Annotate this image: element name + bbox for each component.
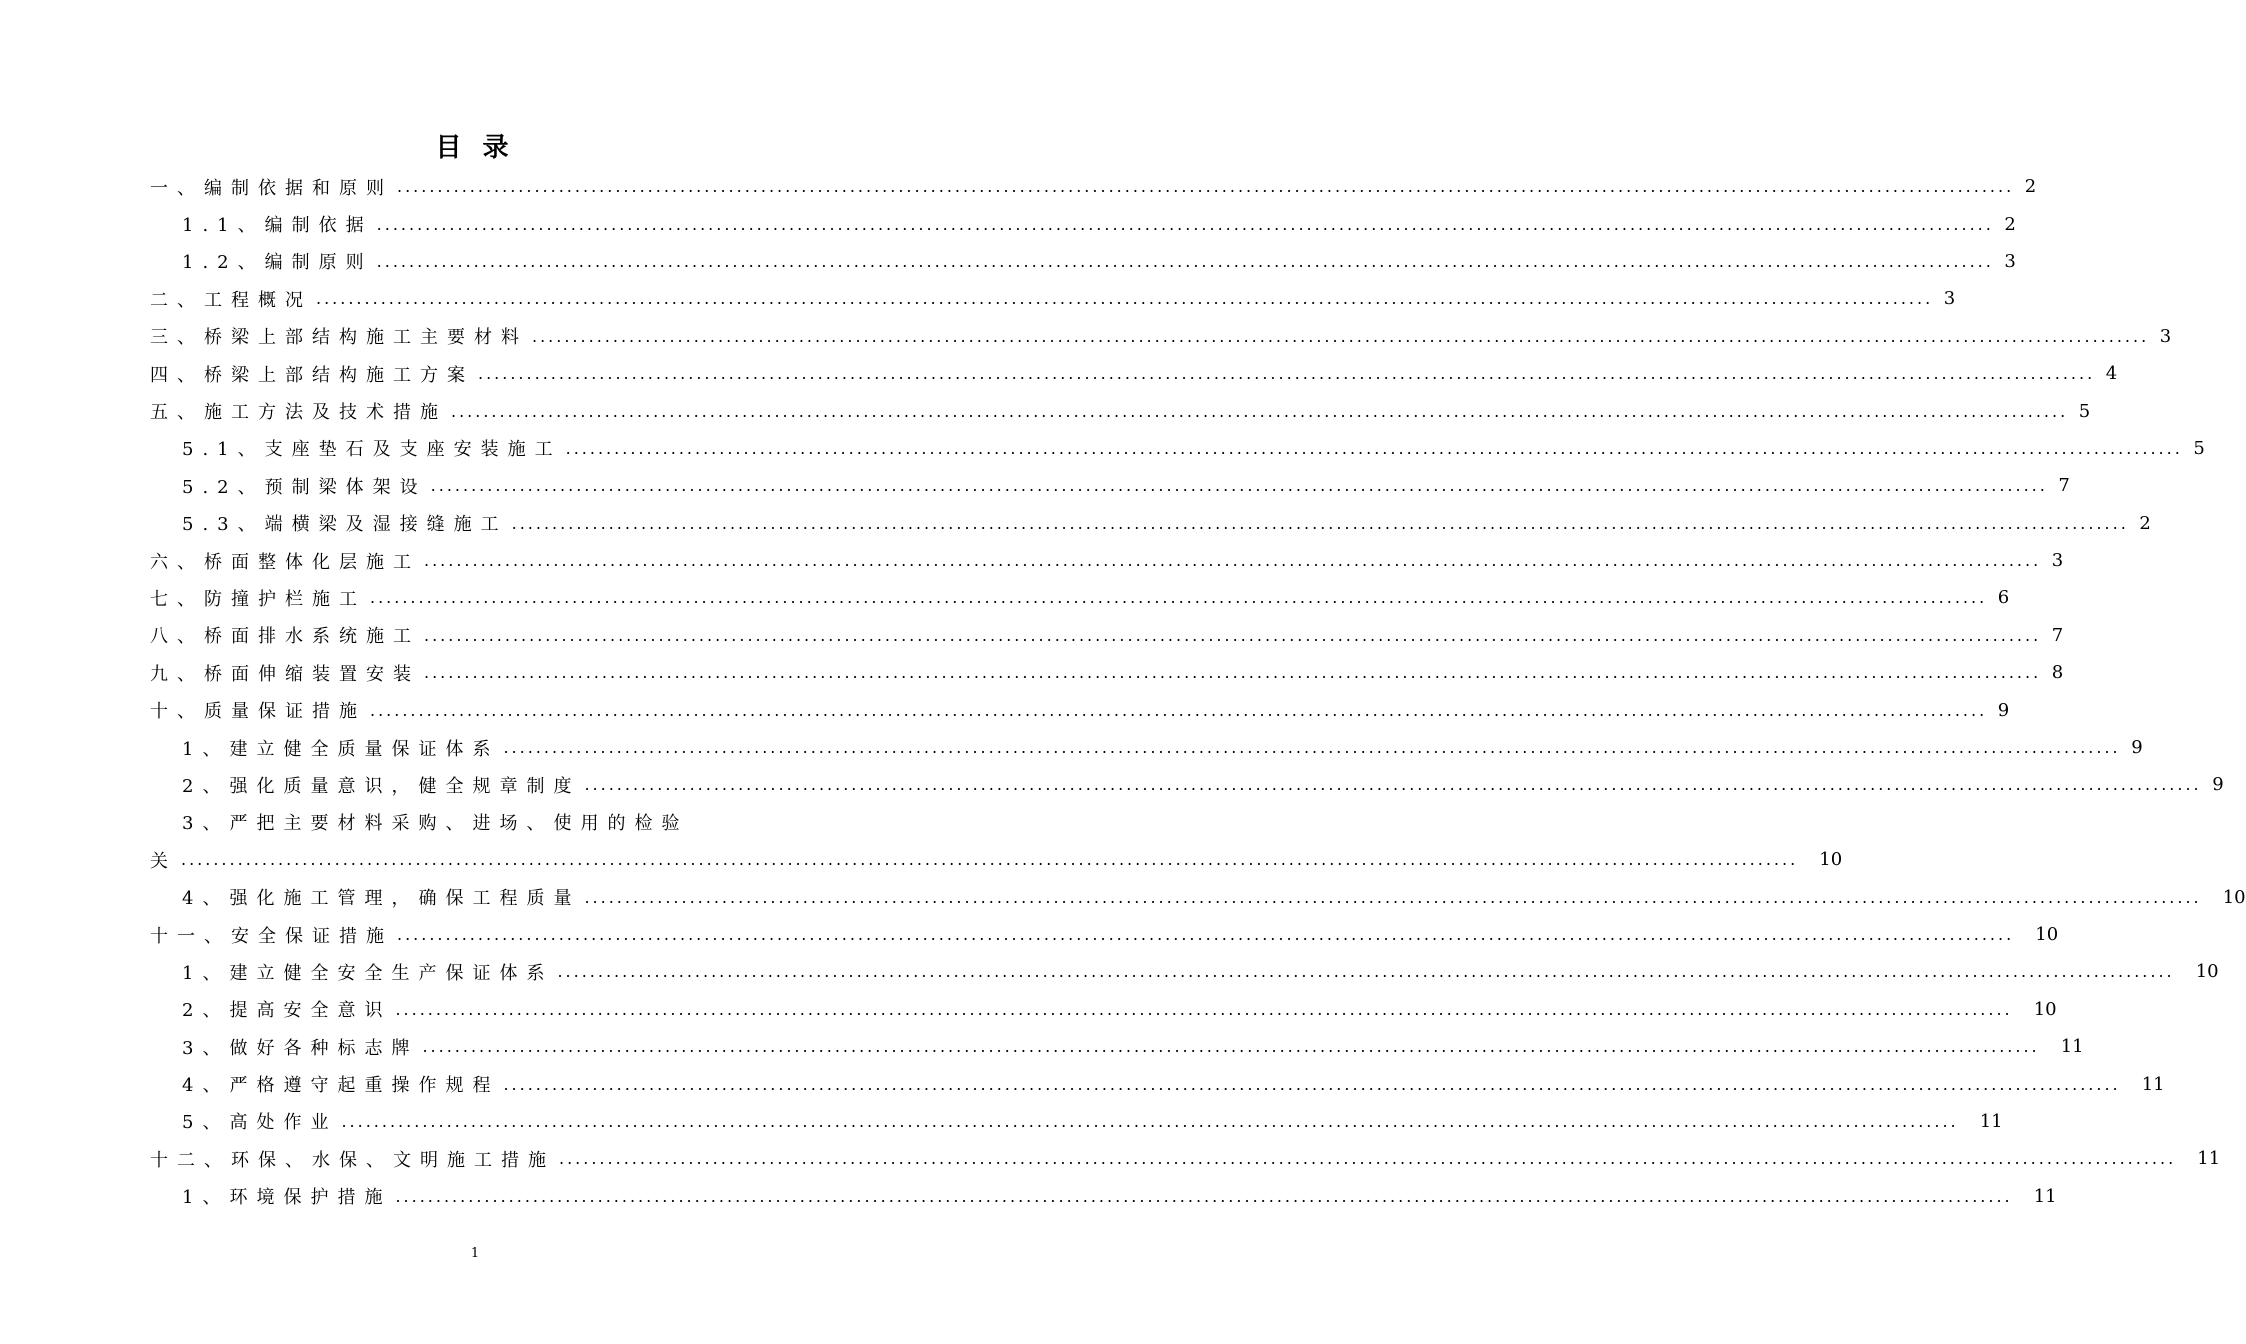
toc-leader-dots: ........................................................................................................................................................................................................ xyxy=(584,775,2202,795)
toc-entry-page-number: 8 xyxy=(2051,662,2064,684)
toc-entry-label: 3、严把主要材料采购、进场、使用的检验 xyxy=(182,813,689,835)
toc-entry-label: 十一、安全保证措施 xyxy=(150,925,393,947)
toc-entry-page-number: 5 xyxy=(2078,400,2091,422)
toc-entry-label: 一、编制依据和原则 xyxy=(150,177,393,199)
toc-leader-dots: ........................................................................................................................................................................................................ xyxy=(503,738,2121,758)
toc-entry-page-number: 3 xyxy=(2004,250,2016,272)
toc-entry-label: 5、高处作业 xyxy=(182,1112,338,1134)
toc-leader-dots: ........................................................................................................................................................................................................ xyxy=(478,364,2096,384)
toc-entry-label: 1、建立健全质量保证体系 xyxy=(182,738,500,760)
toc-leader-dots: ........................................................................................................................................................................................................ xyxy=(451,401,2069,421)
toc-leader-dots: ........................................................................................................................................................................................................ xyxy=(376,251,1994,271)
toc-entry xyxy=(150,1103,2003,1140)
toc-leader-dots: ........................................................................................................................................................................................................ xyxy=(316,289,1934,309)
toc-entry xyxy=(150,318,2172,355)
toc-entry-label: 1、环境保护措施 xyxy=(182,1187,392,1209)
toc-leader-dots: ........................................................................................................................................................................................................ xyxy=(370,588,1988,608)
toc-leader-dots: ........................................................................................................................................................................................................ xyxy=(341,1111,1959,1131)
toc-entry xyxy=(150,1065,2165,1102)
toc-leader-dots: ........................................................................................................................................................................................................ xyxy=(181,850,1799,870)
toc-entry-page-number: 10 xyxy=(2195,961,2219,983)
toc-entry-label: 六、桥面整体化层施工 xyxy=(150,551,420,573)
toc-entry-page-number: 4 xyxy=(2105,363,2118,385)
page-number-footer: 1 xyxy=(470,1246,480,1261)
toc-entry-label: 十二、环保、水保、文明施工措施 xyxy=(150,1149,555,1171)
toc-leader-dots: ........................................................................................................................................................................................................ xyxy=(511,513,2129,533)
toc-leader-dots: ........................................................................................................................................................................................................ xyxy=(397,177,2015,197)
table-of-contents xyxy=(150,168,2246,1215)
toc-entry xyxy=(150,991,2057,1028)
toc-leader-dots: ........................................................................................................................................................................................................ xyxy=(424,663,2042,683)
toc-entry-label: 4、严格遵守起重操作规程 xyxy=(182,1075,500,1097)
toc-entry-label: 3、做好各种标志牌 xyxy=(182,1037,419,1059)
toc-leader-dots: ........................................................................................................................................................................................................ xyxy=(397,925,2015,944)
toc-entry-page-number: 10 xyxy=(2035,924,2059,945)
toc-entry-label: 5.1、支座垫石及支座安装施工 xyxy=(182,439,562,461)
toc-entry xyxy=(150,392,2091,429)
toc-entry-page-number: 11 xyxy=(2141,1073,2165,1095)
toc-entry-label: 1.1、编制依据 xyxy=(182,215,373,237)
toc-entry xyxy=(150,691,2010,728)
toc-entry-label: 四、桥梁上部结构施工方案 xyxy=(150,364,474,386)
toc-leader-dots: ........................................................................................................................................................................................................ xyxy=(584,887,2202,907)
toc-entry-label: 九、桥面伸缩装置安装 xyxy=(150,663,420,685)
toc-entry-page-number: 10 xyxy=(1819,849,1843,871)
toc-entry-page-number: 6 xyxy=(1997,587,2010,609)
toc-entry-page-number: 11 xyxy=(2060,1036,2084,1058)
toc-leader-dots: ........................................................................................................................................................................................................ xyxy=(557,962,2175,982)
toc-leader-dots: ........................................................................................................................................................................................................ xyxy=(532,326,2150,346)
toc-entry-page-number: 2 xyxy=(2024,176,2037,198)
toc-entry xyxy=(150,542,2064,579)
toc-entry xyxy=(150,1178,2057,1215)
toc-leader-dots: ........................................................................................................................................................................................................ xyxy=(559,1149,2177,1169)
toc-entry xyxy=(150,467,2070,504)
toc-entry xyxy=(150,953,2219,990)
toc-entry-label: 二、工程概况 xyxy=(150,289,312,311)
toc-entry-page-number: 3 xyxy=(2159,325,2172,347)
toc-entry-page-number: 10 xyxy=(2033,998,2057,1020)
toc-leader-dots: ........................................................................................................................................................................................................ xyxy=(430,476,2048,496)
toc-leader-dots: ........................................................................................................................................................................................................ xyxy=(395,999,2013,1019)
toc-entry xyxy=(150,766,2224,803)
toc-entry-label: 十、质量保证措施 xyxy=(150,701,366,723)
toc-entry-page-number: 3 xyxy=(1943,288,1956,310)
toc-leader-dots: ........................................................................................................................................................................................................ xyxy=(370,700,1988,720)
toc-leader-dots: ........................................................................................................................................................................................................ xyxy=(424,551,2042,571)
toc-entry-label: 八、桥面排水系统施工 xyxy=(150,626,420,648)
toc-entry-page-number: 2 xyxy=(2139,512,2151,534)
toc-leader-dots: ........................................................................................................................................................................................................ xyxy=(395,1186,2013,1206)
toc-entry-page-number: 5 xyxy=(2193,437,2205,459)
toc-leader-dots: ........................................................................................................................................................................................................ xyxy=(565,438,2183,458)
toc-entry xyxy=(150,617,2064,654)
page-title: 目 录 xyxy=(435,133,515,163)
toc-entry-label: 关 xyxy=(150,850,177,872)
toc-leader-dots: ........................................................................................................................................................................................................ xyxy=(503,1074,2121,1094)
toc-entry xyxy=(150,729,2143,766)
toc-entry-label: 三、桥梁上部结构施工主要材料 xyxy=(150,327,528,349)
toc-entry-label: 五、施工方法及技术措施 xyxy=(150,402,447,424)
toc-entry-label: 1.2、编制原则 xyxy=(182,252,373,274)
toc-entry xyxy=(150,168,2037,205)
toc-entry-page-number: 9 xyxy=(1997,699,2010,721)
toc-leader-dots: ........................................................................................................................................................................................................ xyxy=(424,625,2042,645)
toc-entry-label: 2、强化质量意识，健全规章制度 xyxy=(182,775,581,797)
toc-entry xyxy=(150,205,2016,242)
toc-entry-label: 1、建立健全安全生产保证体系 xyxy=(182,962,554,984)
toc-entry xyxy=(150,654,2064,691)
toc-entry-page-number: 2 xyxy=(2004,213,2016,235)
toc-entry xyxy=(150,804,800,841)
toc-entry-label: 4、强化施工管理，确保工程质量 xyxy=(182,888,581,910)
toc-entry-page-number: 3 xyxy=(2051,550,2064,572)
toc-entry xyxy=(150,505,2151,542)
toc-entry xyxy=(150,878,2246,915)
toc-entry xyxy=(150,355,2118,392)
toc-entry xyxy=(150,280,1956,317)
toc-entry-page-number: 9 xyxy=(2212,774,2224,796)
toc-entry-page-number: 7 xyxy=(2058,475,2070,497)
toc-entry-page-number: 11 xyxy=(1979,1110,2003,1132)
toc-leader-dots: ........................................................................................................................................................................................................ xyxy=(422,1037,2040,1057)
toc-entry-page-number: 7 xyxy=(2051,624,2064,646)
toc-entry xyxy=(150,430,2205,467)
toc-entry-label: 2、提高安全意识 xyxy=(182,1000,392,1022)
toc-entry-page-number: 10 xyxy=(2222,886,2246,908)
toc-entry-label: 七、防撞护栏施工 xyxy=(150,588,366,610)
toc-entry xyxy=(150,1140,2221,1177)
toc-leader-dots: ........................................................................................................................................................................................................ xyxy=(376,214,1994,234)
toc-entry xyxy=(150,841,1843,878)
toc-entry-page-number: 9 xyxy=(2131,737,2143,759)
toc-entry-label: 5.3、端横梁及湿接缝施工 xyxy=(182,514,508,536)
toc-entry xyxy=(150,243,2016,280)
toc-entry-page-number: 11 xyxy=(2197,1148,2221,1170)
toc-entry xyxy=(150,916,2059,953)
toc-entry xyxy=(150,1028,2084,1065)
toc-entry-page-number: 11 xyxy=(2033,1185,2057,1207)
toc-entry-label: 5.2、预制梁体架设 xyxy=(182,476,427,498)
toc-entry xyxy=(150,579,2010,616)
